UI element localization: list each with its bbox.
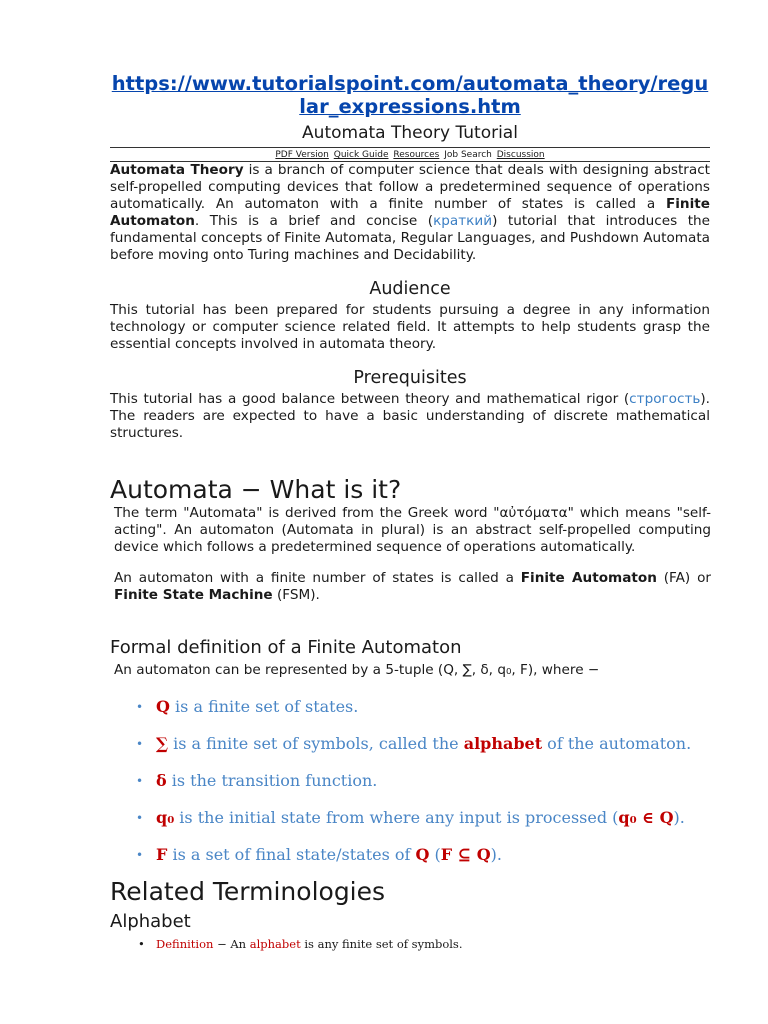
finite-automaton-paragraph	[114, 570, 711, 604]
automata-body	[114, 505, 711, 604]
automata-text: (FA) or	[656, 570, 711, 586]
formal-heading: Formal definition of a Finite Automaton	[110, 637, 462, 658]
tuple-text: ).	[490, 845, 502, 864]
translation-link[interactable]: краткий	[433, 213, 493, 229]
tuple-keyword: q₀ ∈ Q	[618, 808, 674, 827]
automata-paragraph: The term "Automata" is derived from the Greek word "αὐτόματα" which means "self-acting". An automaton (Automata in plural) is an abstract self-propelled computing device which follows a predetermined sequence of operations automatically.	[114, 505, 711, 555]
automata-text: An automaton with a finite number of states is called a	[114, 570, 521, 586]
bullet-icon: •	[136, 848, 144, 862]
bullet-icon: •	[136, 700, 144, 714]
definition-text: − An	[213, 937, 250, 951]
document-body	[110, 0, 710, 442]
list-item	[110, 936, 710, 952]
definition-keyword: alphabet	[249, 937, 301, 951]
tuple-text: is a set of final state/states of	[167, 845, 416, 864]
tuple-text: is the initial state from where any input is processed (	[174, 808, 619, 827]
tuple-symbol: Q	[156, 697, 170, 716]
automata-section	[110, 474, 710, 506]
quick-guide-link[interactable]: Quick Guide	[333, 150, 389, 160]
tuple-symbol: δ	[156, 771, 167, 790]
list-item	[110, 734, 710, 754]
definition-label: Definition	[156, 937, 214, 951]
intro-text: is a branch of computer science that deals with designing abstract self-propelled computing devices that follow a predetermined sequence of operations automatically. An automaton with a finite number of states is called a	[110, 162, 710, 212]
automata-keyword: Finite Automaton	[520, 570, 657, 586]
tuple-keyword: Q	[415, 845, 430, 864]
automata-heading: Automata − What is it?	[110, 475, 402, 504]
tuple-list	[110, 697, 710, 865]
prerequisites-paragraph	[110, 391, 710, 442]
tutorial-title: Automata Theory Tutorial	[302, 123, 518, 143]
bullet-icon: •	[136, 774, 144, 788]
related-heading: Related Terminologies	[110, 877, 386, 906]
tuple-text: (	[429, 845, 441, 864]
formal-intro-text: An automaton can be represented by a 5-tuple (Q, ∑, δ, q₀, F), where −	[114, 662, 600, 678]
bullet-icon: •	[136, 737, 144, 751]
automata-text: (FSM).	[272, 587, 320, 603]
audience-heading: Audience	[369, 279, 451, 299]
tuple-text: is a finite set of symbols, called the	[168, 734, 464, 753]
list-item	[110, 771, 710, 791]
formal-intro	[114, 662, 711, 679]
tuple-symbol: ∑	[156, 734, 169, 753]
job-search-text: Job Search	[444, 150, 492, 160]
alphabet-heading: Alphabet	[110, 911, 191, 932]
definition-text: is any finite set of symbols.	[300, 937, 463, 951]
divider	[110, 147, 710, 148]
automata-keyword: Finite State Machine	[114, 587, 273, 603]
formal-section	[110, 636, 710, 660]
intro-text: ) tutorial that introduces the fundamental concepts of Finite Automata, Regular Languages, and Pushdown Automata before moving onto Turing machines and Decidability.	[110, 213, 710, 263]
tuple-text: is a finite set of states.	[169, 697, 359, 716]
intro-text: . This is a brief and concise (	[194, 213, 434, 229]
bullet-icon: •	[136, 811, 144, 825]
resources-link[interactable]: Resources	[393, 150, 440, 160]
translation-link[interactable]: строгость	[629, 391, 701, 407]
nav-links	[110, 149, 710, 161]
list-item	[110, 845, 710, 865]
tuple-text: is the transition function.	[166, 771, 378, 790]
pdf-version-link[interactable]: PDF Version	[275, 150, 329, 160]
discussion-link[interactable]: Discussion	[496, 150, 545, 160]
tuple-keyword: alphabet	[463, 734, 543, 753]
prereq-text: This tutorial has a good balance between theory and mathematical rigor (	[110, 391, 630, 407]
tuple-text: of the automaton.	[542, 734, 692, 753]
intro-keyword: Automata Theory	[110, 162, 244, 178]
prerequisites-heading: Prerequisites	[353, 368, 467, 388]
intro-keyword: Finite Automaton	[110, 196, 710, 229]
tuple-symbol: F	[156, 845, 168, 864]
definition-list	[110, 936, 710, 952]
tuple-text: ).	[673, 808, 685, 827]
intro-paragraph	[110, 162, 710, 264]
list-item	[110, 697, 710, 717]
audience-paragraph: This tutorial has been prepared for students pursuing a degree in any information technology or computer science related field. It attempts to help students grasp the essential concepts involved in automata theory.	[110, 302, 710, 352]
tuple-keyword: F ⊆ Q	[440, 845, 491, 864]
page-url-link[interactable]: https://www.tutorialspoint.com/automata_theory/regular_expressions.htm	[111, 72, 709, 118]
prereq-text: ). The readers are expected to have a basic understanding of discrete mathematical structures.	[110, 391, 710, 441]
list-item	[110, 808, 710, 828]
related-section	[110, 876, 710, 934]
tuple-symbol: q₀	[156, 808, 175, 827]
bullet-icon: •	[138, 937, 145, 951]
